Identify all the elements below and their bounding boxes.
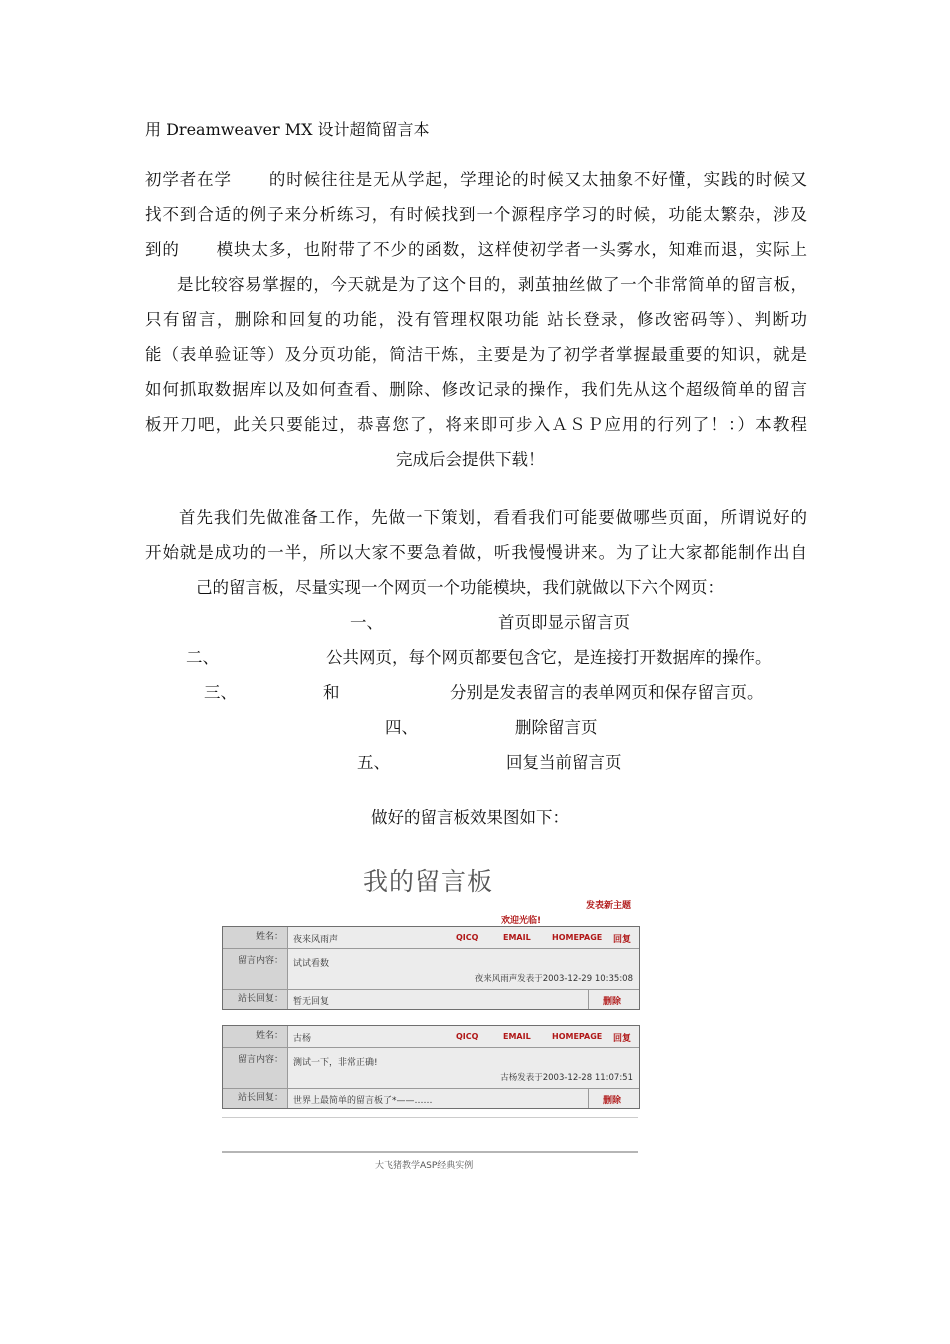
intro-line: 板开刀吧，此关只要能过，恭喜您了，将来即可步入ＡＳＰ应用的行列了！：）本教程 <box>145 415 807 434</box>
page-item-5-number: 五、 <box>357 753 390 772</box>
page-item-3-and: 和 <box>323 683 340 702</box>
message-meta: 古杨发表于2003-12-28 11:07:51 <box>500 1073 633 1083</box>
divider <box>222 1117 638 1118</box>
content-label: 留言内容： <box>223 1048 288 1088</box>
delete-link[interactable]: 删除 <box>603 1096 622 1106</box>
email-link[interactable]: EMAIL <box>503 933 531 942</box>
author-name: 夜来风雨声 <box>293 935 339 945</box>
footer-divider <box>222 1151 638 1153</box>
message-reply-row <box>223 1089 639 1108</box>
page-item-1-number: 一、 <box>350 613 383 632</box>
page-item-3-desc: 分别是发表留言的表单网页和保存留言页。 <box>450 683 764 702</box>
intro-line: 如何抓取数据库以及如何查看、删除、修改记录的操作，我们先从这个超级简单的留言 <box>145 380 807 399</box>
page-item-2-desc: 公共网页，每个网页都要包含它，是连接打开数据库的操作。 <box>326 648 772 667</box>
message-content-row <box>223 1048 639 1089</box>
qicq-link[interactable]: QICQ <box>456 1032 479 1041</box>
intro-line: 是比较容易掌握的，今天就是为了这个目的，剥茧抽丝做了一个非常简单的留言板， <box>177 275 807 294</box>
guestbook-screenshot <box>220 850 640 1180</box>
message-card <box>222 1025 640 1109</box>
page-item-4-desc: 删除留言页 <box>515 718 598 737</box>
intro-line: 找不到合适的例子来分析练习，有时候找到一个源程序学习的时候，功能太繁杂，涉及 <box>145 205 807 224</box>
board-title: 我的留言板 <box>363 867 494 896</box>
name-label: 姓名： <box>223 1026 288 1047</box>
homepage-link[interactable]: HOMEPAGE <box>552 1032 603 1041</box>
message-name-row <box>223 927 639 949</box>
new-topic-link[interactable]: 发表新主题 <box>586 901 632 911</box>
page-item-5-desc: 回复当前留言页 <box>506 753 622 772</box>
prep-last-line: 己的留言板，尽量实现一个网页一个功能模块，我们就做以下六个网页： <box>196 578 724 597</box>
intro-line: 到的 模块太多，也附带了不少的函数，这样使初学者一头雾水，知难而退，实际上 <box>145 240 808 259</box>
message-meta: 夜来风雨声发表于2003-12-29 10:35:08 <box>474 974 633 984</box>
qicq-link[interactable]: QICQ <box>456 933 479 942</box>
author-name: 古杨 <box>293 1034 312 1044</box>
intro-last-line: 完成后会提供下载！ <box>396 450 545 469</box>
reply-link[interactable]: 回复 <box>613 935 632 945</box>
delete-link[interactable]: 删除 <box>603 997 622 1007</box>
message-content: 测试一下，非常正确! <box>293 1058 378 1068</box>
prep-line: 首先我们先做准备工作，先做一下策划，看看我们可能要做哪些页面，所谓说好的 <box>179 508 807 527</box>
homepage-link[interactable]: HOMEPAGE <box>552 933 603 942</box>
prep-line: 开始就是成功的一半，所以大家不要急着做，听我慢慢讲来。为了让大家都能制作出自 <box>145 543 807 562</box>
message-content-row <box>223 949 639 990</box>
delete-cell <box>588 990 640 1009</box>
page-item-4-number: 四、 <box>385 718 418 737</box>
admin-reply: 暂无回复 <box>293 997 330 1007</box>
message-reply-row <box>223 990 639 1009</box>
document-title: 用 Dreamweaver MX 设计超简留言本 <box>145 120 430 139</box>
delete-cell <box>588 1089 640 1108</box>
admin-reply: 世界上最简单的留言板了*——…… <box>293 1096 433 1106</box>
message-content: 试试看数 <box>293 959 330 969</box>
page-item-2-number: 二、 <box>186 648 219 667</box>
message-name-row <box>223 1026 639 1048</box>
figure-caption: 做好的留言板效果图如下： <box>371 808 569 827</box>
board-footer: 大飞猪教学ASP经典实例 <box>375 1161 474 1171</box>
name-label: 姓名： <box>223 927 288 948</box>
intro-line: 只有留言，删除和回复的功能，没有管理权限功能 站长登录，修改密码等）、判断功 <box>145 310 807 329</box>
reply-label: 站长回复： <box>223 990 288 1009</box>
content-label: 留言内容： <box>223 949 288 989</box>
message-card <box>222 926 640 1010</box>
page-item-1-desc: 首页即显示留言页 <box>498 613 630 632</box>
page-item-3-number: 三、 <box>204 683 237 702</box>
welcome-text: 欢迎光临! <box>501 916 542 926</box>
email-link[interactable]: EMAIL <box>503 1032 531 1041</box>
intro-line: 能（表单验证等）及分页功能，简洁干炼，主要是为了初学者掌握最重要的知识，就是 <box>145 345 807 364</box>
intro-line: 初学者在学 的时候往往是无从学起，学理论的时候又太抽象不好懂，实践的时候又 <box>145 170 808 189</box>
reply-label: 站长回复： <box>223 1089 288 1108</box>
reply-link[interactable]: 回复 <box>613 1034 632 1044</box>
